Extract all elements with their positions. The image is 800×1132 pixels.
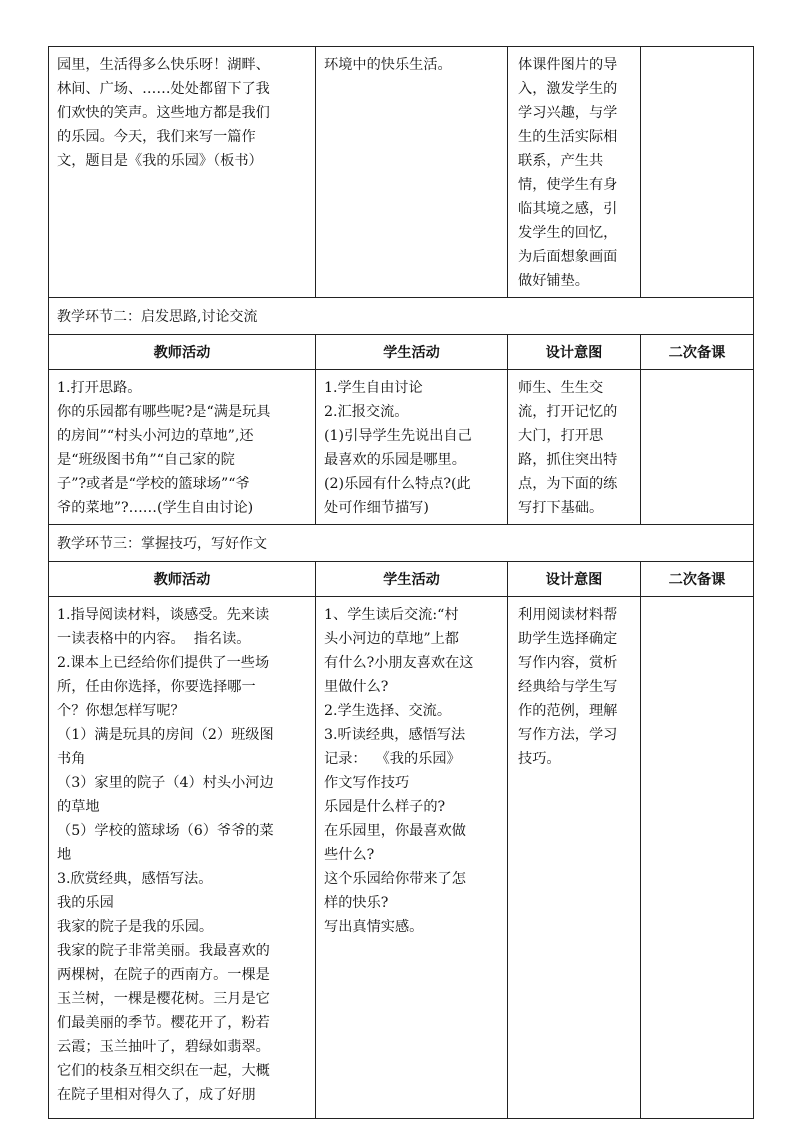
section-row (49, 298, 754, 335)
section-title-3: 教学环节三：掌握技巧，写好作文 (49, 525, 754, 562)
teacher-activity-cell (49, 597, 316, 1119)
header-design: 设计意图 (508, 562, 641, 597)
header-design: 设计意图 (508, 335, 641, 370)
second-prep-text (641, 370, 753, 380)
second-prep-cell (641, 370, 754, 525)
student-activity-text: 环境中的快乐生活。 (324, 57, 452, 73)
header-student: 学生活动 (316, 562, 508, 597)
design-intent-text: 师生、生生交 流，打开记忆的 大门，打开思 路，抓住突出特 点，为下面的练 写打下基础。 (518, 380, 618, 516)
header-teacher: 教师活动 (49, 335, 316, 370)
student-activity-text: 1、学生读后交流:“村 头小河边的草地”上都 有什么?小朋友喜欢在这 里做什么? 2.学生选择、交流。 3.听读经典，感悟写法 记录： 《我的乐园》 作文写作技巧 乐园是什么样子的? 在乐园里，你最喜欢做 些什么? 这个乐园给你带来了怎 样的快乐? 写出真情实感。 (324, 607, 474, 935)
student-activity-text: 1.学生自由讨论 2.汇报交流。 (1)引导学生先说出自己 最喜欢的乐园是哪里。 (2)乐园有什么特点?(此 处可作细节描写) (324, 380, 472, 516)
student-activity-cell (316, 370, 508, 525)
second-prep-cell (641, 47, 754, 298)
design-intent-cell (508, 47, 641, 298)
design-intent-cell (508, 597, 641, 1119)
table-row (49, 47, 754, 298)
table-row (49, 370, 754, 525)
student-activity-cell (316, 47, 508, 298)
section-row (49, 525, 754, 562)
teacher-activity-text: 1.打开思路。 你的乐园都有哪些呢?是“满是玩具 的房间”“村头小河边的草地”,还 是“班级图书角”“自己家的院 子”?或者是“学校的篮球场”“爷 爷的菜地”?……(学生自由讨论) (57, 380, 271, 516)
header-second: 二次备课 (641, 335, 754, 370)
teacher-activity-cell (49, 370, 316, 525)
section-title-2: 教学环节二：启发思路,讨论交流 (49, 298, 754, 335)
header-row (49, 562, 754, 597)
design-intent-cell (508, 370, 641, 525)
header-second: 二次备课 (641, 562, 754, 597)
second-prep-cell (641, 597, 754, 1119)
table-row (49, 597, 754, 1119)
student-activity-cell (316, 597, 508, 1119)
second-prep-text (641, 47, 753, 57)
teacher-activity-text: 园里，生活得多么快乐呀！湖畔、 林间、广场、……处处都留下了我 们欢快的笑声。这些地方都是我们 的乐园。今天，我们来写一篇作 文，题目是《我的乐园》（板书） (57, 57, 270, 169)
teacher-activity-cell (49, 47, 316, 298)
second-prep-text (641, 597, 753, 607)
header-teacher: 教师活动 (49, 562, 316, 597)
lesson-plan-table (48, 46, 754, 1119)
design-intent-text: 利用阅读材料帮 助学生选择确定 写作内容，赏析 经典给与学生写 作的范例，理解 写作方法，学习 技巧。 (518, 607, 618, 767)
teacher-activity-text: 1.指导阅读材料，谈感受。先来读 一读表格中的内容。 指名读。 2.课本上已经给你们提供了一些场 所，任由你选择，你要选择哪一 个？你想怎样写呢？ （1）满是玩具的房间（2）班级图 书角 （3）家里的院子（4）村头小河边 的草地 （5）学校的篮球场（6）爷爷的菜 地 3.欣赏经典，感悟写法。 我的乐园 我家的院子是我的乐园。 我家的院子非常美丽。我最喜欢的 两棵树，在院子的西南方。一棵是 玉兰树，一棵是樱花树。三月是它 们最美丽的季节。樱花开了，粉若 云霞；玉兰抽叶了，碧绿如翡翠。 它们的枝条互相交织在一起，大概 在院子里相对得久了，成了好朋 (57, 607, 274, 1103)
header-row (49, 335, 754, 370)
design-intent-text: 体课件图片的导 入，激发学生的 学习兴趣，与学 生的生活实际相 联系，产生共 情，使学生有身 临其境之感，引 发学生的回忆， 为后面想象画面 做好铺垫。 (518, 57, 618, 289)
header-student: 学生活动 (316, 335, 508, 370)
